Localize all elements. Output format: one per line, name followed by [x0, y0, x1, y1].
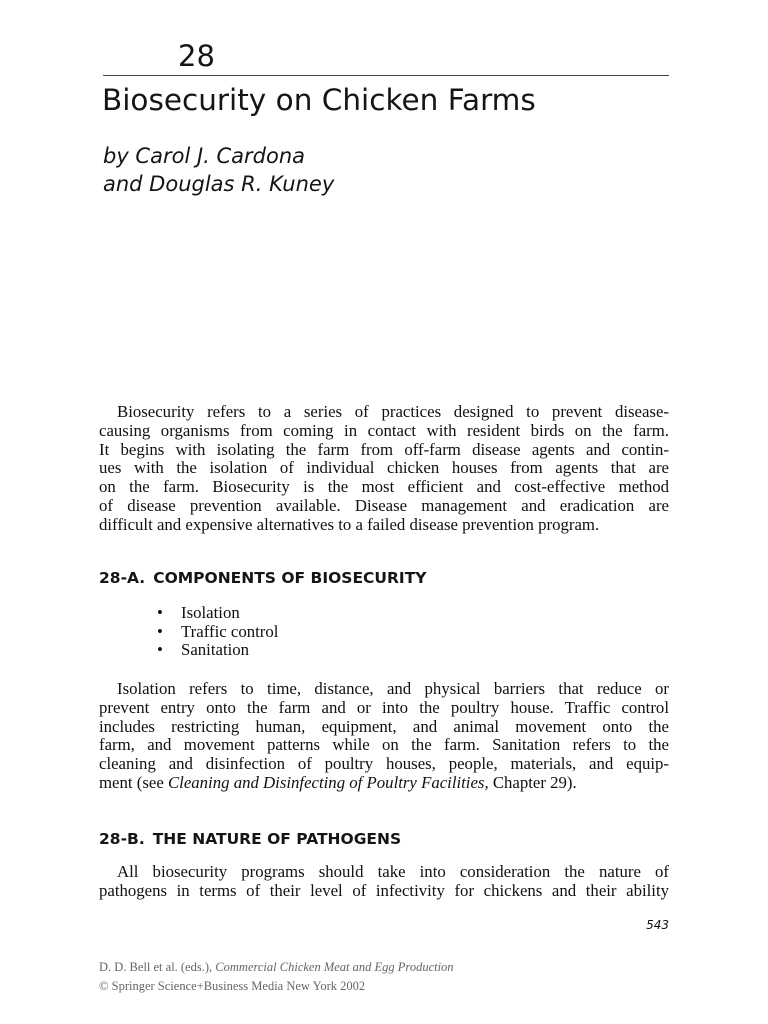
bullet-icon: • — [157, 621, 163, 641]
paragraph-line: farm, and movement patterns while on the farm. Sanitation refers to the — [99, 735, 669, 755]
paragraph-line — [99, 774, 669, 793]
author-line-2: and Douglas R. Kuney — [103, 172, 335, 196]
intro-line: causing organisms from coming in contact with resident birds on the farm. — [99, 420, 669, 440]
components-paragraph — [99, 680, 669, 793]
citation-title: Commercial Chicken Meat and Egg Production — [215, 960, 454, 974]
paragraph-line: includes restricting human, equipment, and animal movement onto the — [99, 716, 669, 736]
paragraph-text: Chapter 29). — [488, 772, 577, 792]
author-line-1: by Carol J. Cardona — [103, 144, 306, 168]
paragraph-line: Isolation refers to time, distance, and physical barriers that reduce or — [117, 679, 669, 698]
title-rule — [103, 75, 669, 76]
citation-prefix: D. D. Bell et al. (eds.), — [99, 960, 216, 974]
list-item — [157, 641, 278, 660]
authors — [103, 142, 334, 198]
list-item-label: Traffic control — [181, 621, 279, 641]
intro-line: on the farm. Biosecurity is the most efficient and cost-effective method — [99, 477, 669, 497]
paragraph-line: pathogens in terms of their level of infectivity for chickens and their ability — [99, 880, 669, 900]
footer-citation — [99, 960, 454, 975]
section-a-title: COMPONENTS OF BIOSECURITY — [153, 569, 427, 587]
pathogens-paragraph — [99, 863, 669, 901]
paragraph-text: ment (see — [99, 772, 168, 792]
page-number: 543 — [646, 918, 669, 932]
list-item-label: Sanitation — [181, 640, 250, 659]
section-a-number: 28-A. — [99, 569, 146, 587]
intro-line: It begins with isolating the farm from off-farm disease agents and contin- — [99, 439, 669, 459]
paragraph-line: All biosecurity programs should take into consideration the nature of — [117, 862, 669, 881]
bullet-icon: • — [157, 640, 163, 659]
paragraph-line: cleaning and disinfection of poultry houses, people, materials, and equip- — [99, 754, 669, 774]
paragraph-line: prevent entry onto the farm and or into the poultry house. Traffic control — [99, 697, 669, 717]
list-item — [157, 623, 278, 642]
chapter-title: Biosecurity on Chicken Farms — [102, 83, 536, 117]
cross-reference-title: Cleaning and Disinfecting of Poultry Facilities, — [167, 772, 489, 792]
components-list — [157, 604, 278, 660]
footer-copyright: © Springer Science+Business Media New York 2002 — [99, 979, 366, 993]
section-heading-b — [99, 829, 401, 849]
section-b-title: THE NATURE OF PATHOGENS — [152, 830, 402, 848]
intro-line: ues with the isolation of individual chicken houses from agents that are — [99, 458, 669, 478]
intro-line: Biosecurity refers to a series of practices designed to prevent disease- — [117, 402, 669, 421]
section-b-number: 28-B. — [99, 830, 145, 848]
intro-paragraph — [99, 403, 669, 535]
list-item-label: Isolation — [181, 603, 240, 622]
intro-line: difficult and expensive alternatives to a failed disease prevention program. — [99, 514, 600, 534]
section-heading-a — [99, 568, 427, 588]
chapter-number: 28 — [178, 39, 215, 73]
bullet-icon: • — [157, 603, 163, 622]
intro-line: of disease prevention available. Disease management and eradication are — [99, 495, 669, 515]
list-item — [157, 604, 278, 623]
